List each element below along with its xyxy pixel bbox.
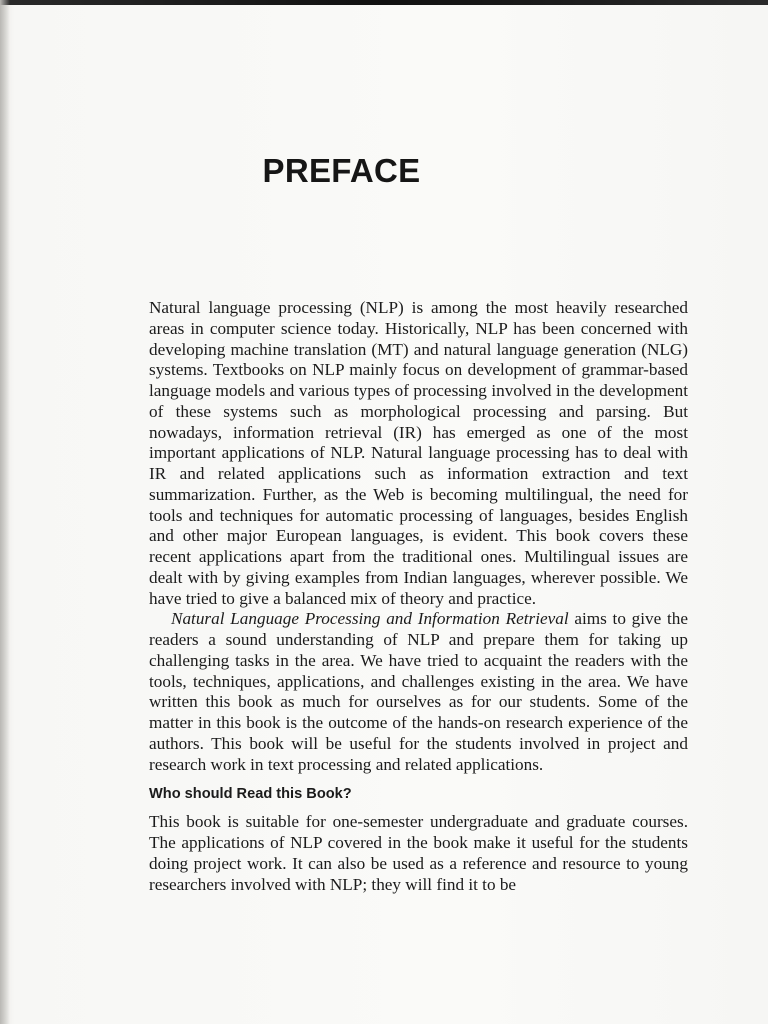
paragraph-book-aims [149, 609, 688, 775]
preface-body [149, 298, 688, 895]
section-heading-who-should-read: Who should Read this Book? [149, 786, 352, 803]
page-top-edge [0, 0, 768, 5]
paragraph-intro: Natural language processing (NLP) is among the most heavily researched areas in computer science today. Historically, NLP has been concerned with developing machine translation (MT) and natural language generation (NLG) systems. Textbooks on NLP mainly focus on development of grammar-based language models and various types of processing involved in the development of these systems such as morphological processing and parsing. But nowadays, information retrieval (IR) has emerged as one of the most important applications of NLP. Natural language processing has to deal with IR and related applications such as information extraction and text summarization. Further, as the Web is becoming multilingual, the need for tools and techniques for automatic processing of languages, besides English and other major European languages, is evident. This book covers these recent applications apart from the traditional ones. Multilingual issues are dealt with by giving examples from Indian languages, wherever possible. We have tried to give a balanced mix of theory and practice. [149, 298, 688, 608]
page-title: PREFACE [262, 152, 421, 189]
book-title-italic: Natural Language Processing and Information Retrieval [171, 609, 569, 629]
paragraph-audience: This book is suitable for one-semester undergraduate and graduate courses. The applications of NLP covered in the book make it useful for the students doing project work. It can also be used as a reference and resource to young researchers involved with NLP; they will find it to be [149, 812, 688, 894]
paragraph-book-aims-text: aims to give the readers a sound understanding of NLP and prepare them for taking up challenging tasks in the area. We have tried to acquaint the readers with the tools, techniques, applications, and challenges existing in the area. We have written this book as much for ourselves as for our students. Some of the matter in this book is the outcome of the hands-on research experience of the authors. This book will be useful for the students involved in project and research work in text processing and related applications. [149, 609, 688, 774]
